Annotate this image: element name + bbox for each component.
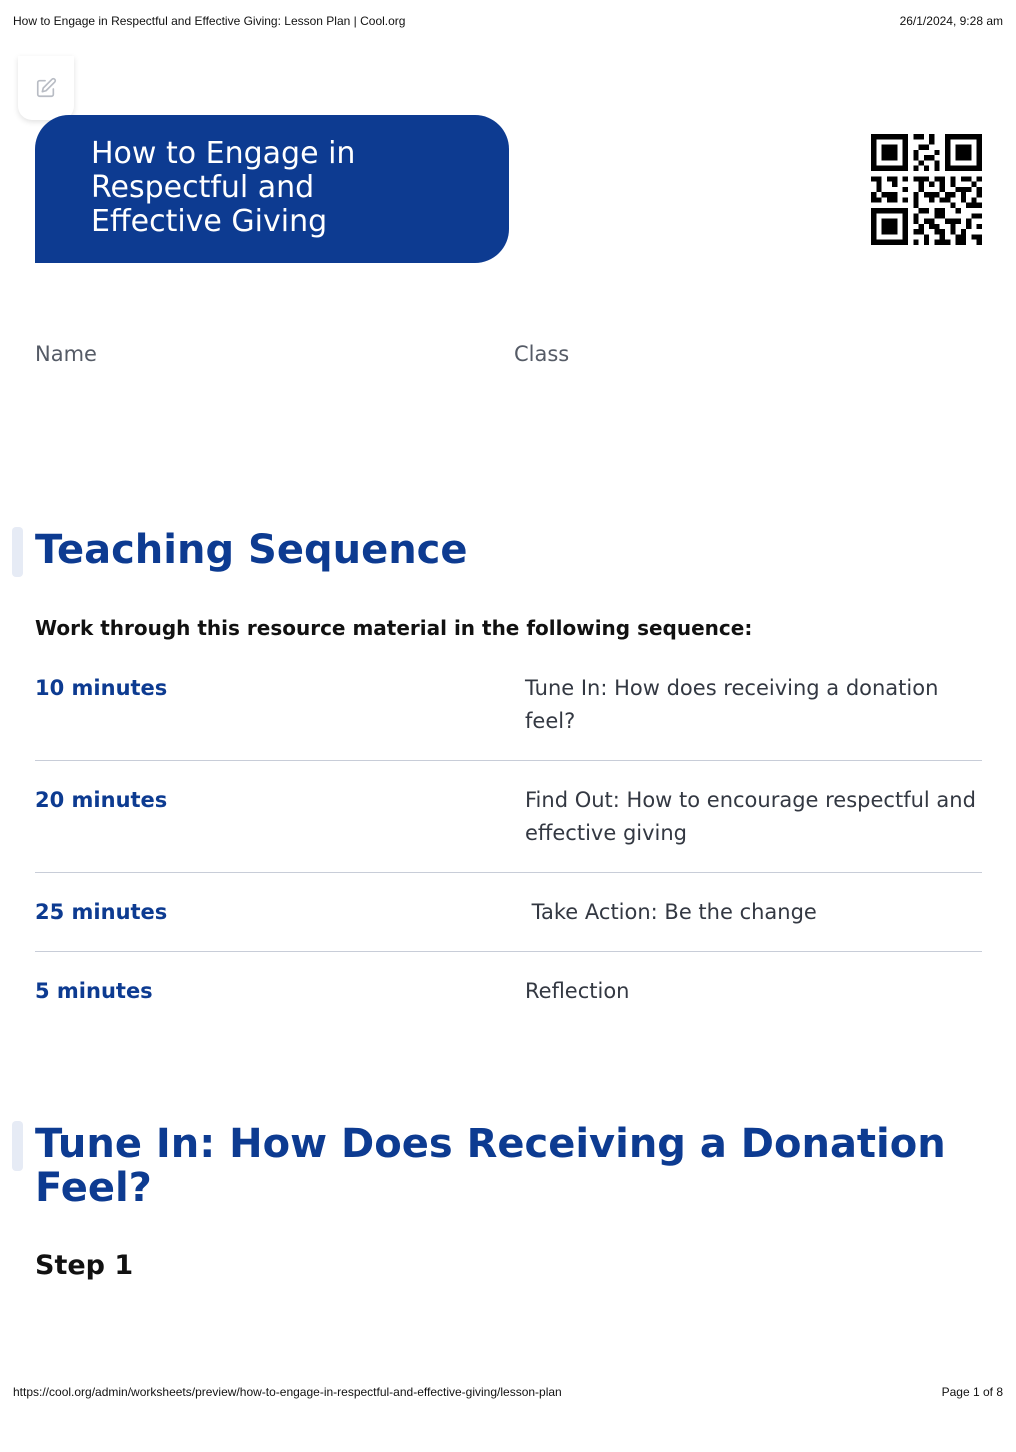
class-label: Class — [514, 342, 570, 366]
title-banner — [35, 115, 509, 263]
sequence-activity: Find Out: How to encourage respectful and effective giving — [525, 788, 976, 845]
sequence-time: 10 minutes — [35, 676, 168, 700]
heading-accent-bar — [12, 1121, 23, 1171]
step-heading: Step 1 — [35, 1250, 134, 1281]
sequence-activity: Take Action: Be the change — [525, 900, 817, 924]
sequence-intro: Work through this resource material in the following sequence: — [35, 616, 753, 640]
qr-code — [871, 134, 982, 245]
sequence-time: 25 minutes — [35, 900, 168, 924]
sequence-activity: Reflection — [525, 979, 630, 1003]
name-label: Name — [35, 342, 97, 366]
sequence-row — [35, 873, 982, 952]
sequence-row — [35, 668, 982, 761]
teaching-sequence-heading: Teaching Sequence — [35, 527, 468, 573]
print-header — [13, 14, 1003, 28]
worksheet-title: How to Engage in Respectful and Effective Giving — [91, 136, 356, 239]
edit-button[interactable] — [18, 56, 74, 120]
sequence-row — [35, 761, 982, 873]
print-header-title: How to Engage in Respectful and Effective Giving: Lesson Plan | Cool.org — [13, 14, 406, 28]
sequence-row — [35, 952, 982, 1022]
print-header-datetime: 26/1/2024, 9:28 am — [899, 14, 1003, 28]
edit-icon — [35, 77, 57, 99]
sequence-activity: Tune In: How does receiving a donation feel? — [525, 676, 939, 733]
print-footer — [13, 1385, 1003, 1399]
sequence-time: 5 minutes — [35, 979, 153, 1003]
heading-accent-bar — [12, 527, 23, 577]
print-footer-page: Page 1 of 8 — [941, 1385, 1003, 1399]
sequence-table — [35, 668, 982, 1022]
print-footer-url: https://cool.org/admin/worksheets/preview/how-to-engage-in-respectful-and-effective-giving/lesson-plan — [13, 1385, 562, 1399]
sequence-time: 20 minutes — [35, 788, 168, 812]
tune-in-heading: Tune In: How Does Receiving a Donation Feel? — [35, 1121, 946, 1211]
